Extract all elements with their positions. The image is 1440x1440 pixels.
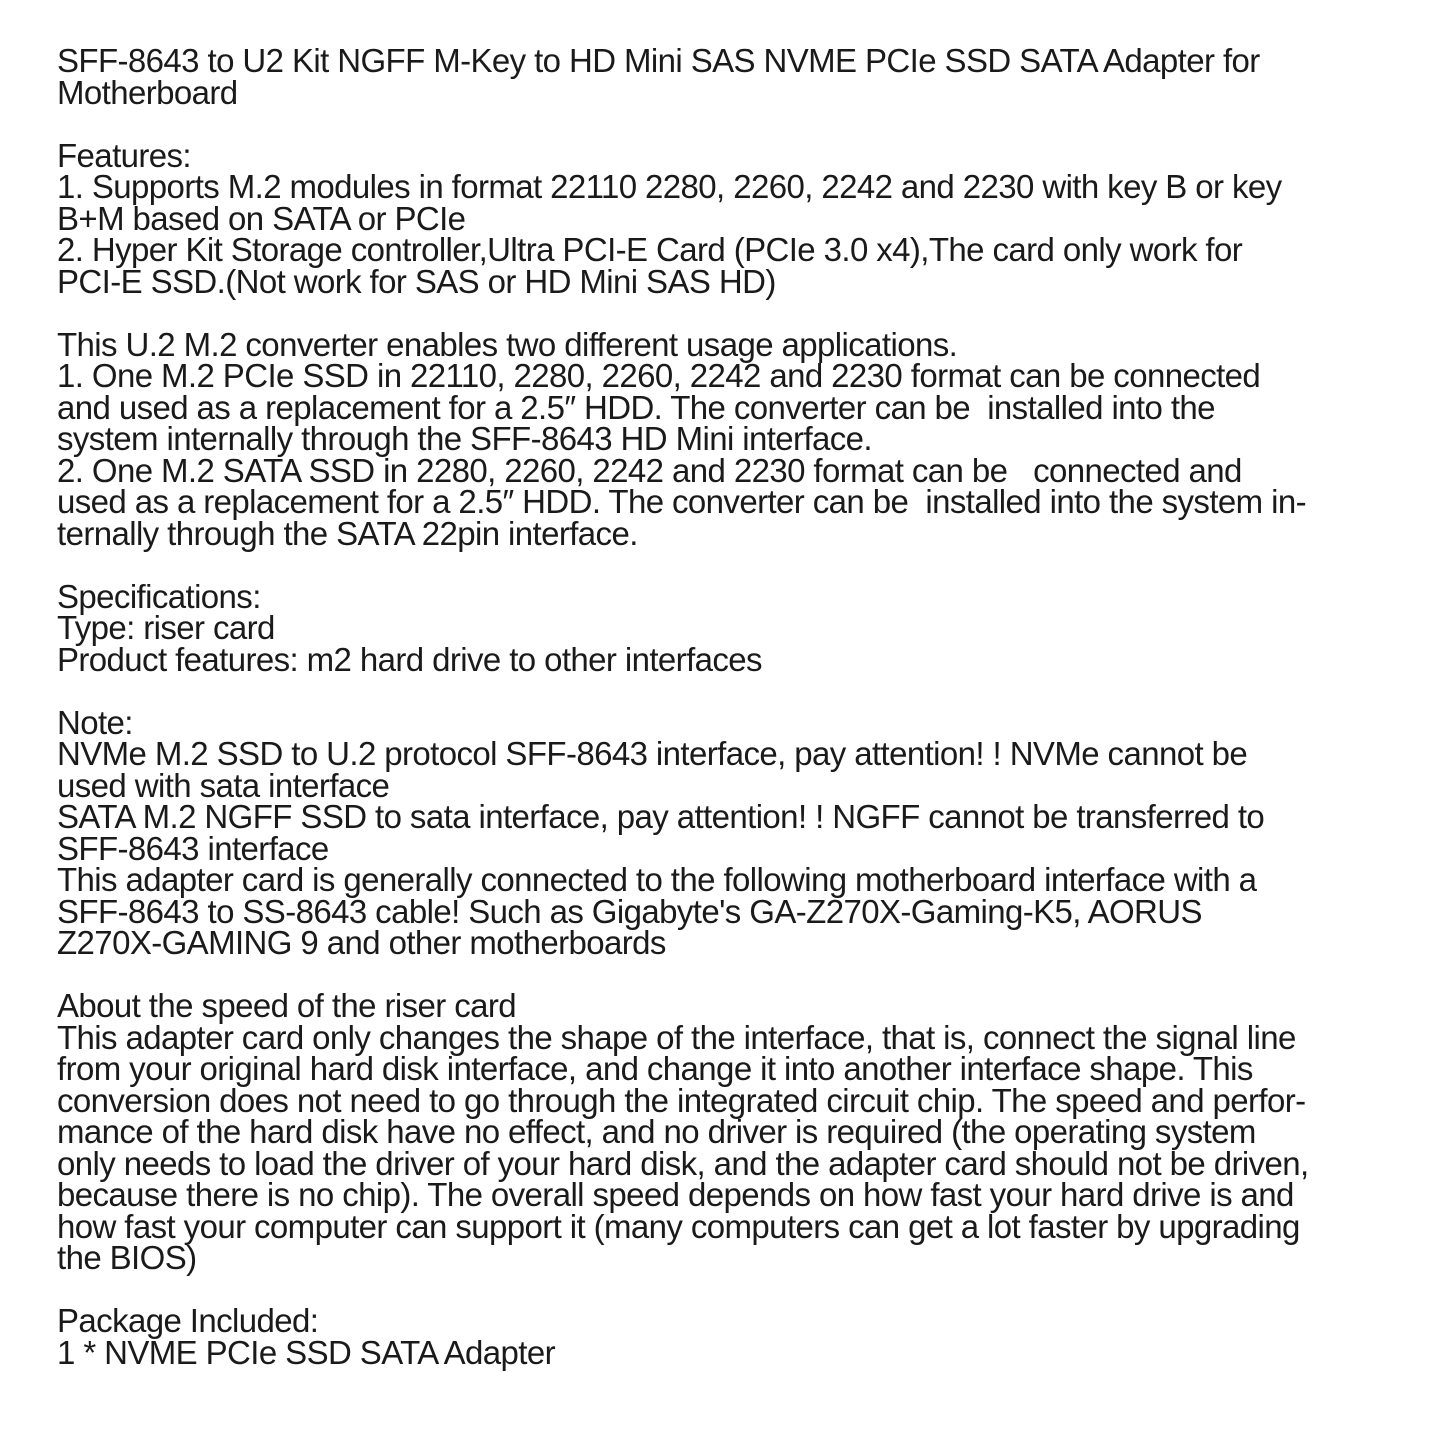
spacer bbox=[57, 297, 1387, 329]
usage-line: and used as a replacement for a 2.5″ HDD. The converter can be installed into the bbox=[57, 388, 1215, 426]
note-line: used with sata interface bbox=[57, 766, 390, 804]
note-heading: Note: bbox=[57, 703, 133, 741]
specifications-section bbox=[57, 577, 1387, 678]
note-section bbox=[57, 703, 1387, 961]
product-description bbox=[57, 42, 1387, 1371]
note-line: SFF-8643 interface bbox=[57, 829, 329, 867]
features-line: 2. Hyper Kit Storage controller,Ultra PCI-E Card (PCIe 3.0 x4),The card only work for bbox=[57, 231, 1243, 268]
spacer bbox=[57, 675, 1387, 707]
features-heading: Features: bbox=[57, 136, 191, 174]
features-line: 1. Supports M.2 modules in format 22110 2280, 2260, 2242 and 2230 with key B or key bbox=[57, 168, 1282, 205]
speed-line: conversion does not need to go through the integrated circuit chip. The speed and perfor- bbox=[57, 1081, 1306, 1119]
spacer bbox=[57, 1274, 1387, 1306]
speed-section bbox=[57, 987, 1387, 1276]
package-line: 1 * NVME PCIe SSD SATA Adapter bbox=[57, 1333, 555, 1371]
note-line: Z270X-GAMING 9 and other motherboards bbox=[57, 924, 666, 961]
speed-line: how fast your computer can support it (many computers can get a lot faster by upgrading bbox=[57, 1207, 1300, 1245]
package-section bbox=[57, 1302, 1387, 1371]
title-line: SFF-8643 to U2 Kit NGFF M-Key to HD Mini SAS NVME PCIe SSD SATA Adapter for bbox=[57, 42, 1260, 79]
package-heading: Package Included: bbox=[57, 1302, 319, 1339]
note-line: NVMe M.2 SSD to U.2 protocol SFF-8643 interface, pay attention! ! NVMe cannot be bbox=[57, 735, 1248, 772]
speed-line: the BIOS) bbox=[57, 1239, 197, 1276]
usage-line: 1. One M.2 PCIe SSD in 22110, 2280, 2260, 2242 and 2230 format can be connected bbox=[57, 357, 1261, 394]
speed-line: This adapter card only changes the shape of the interface, that is, connect the signal line bbox=[57, 1018, 1296, 1056]
note-line: SATA M.2 NGFF SSD to sata interface, pay attention! ! NGFF cannot be transferred to bbox=[57, 798, 1265, 835]
speed-line: only needs to load the driver of your hard disk, and the adapter card should not be driven, bbox=[57, 1144, 1309, 1182]
usage-line: This U.2 M.2 converter enables two different usage applications. bbox=[57, 325, 958, 363]
features-line: B+M based on SATA or PCIe bbox=[57, 199, 466, 237]
usage-line: used as a replacement for a 2.5″ HDD. The converter can be installed into the system in- bbox=[57, 483, 1306, 520]
spacer bbox=[57, 108, 1387, 140]
usage-line: 2. One M.2 SATA SSD in 2280, 2260, 2242 and 2230 format can be connected and bbox=[57, 451, 1242, 489]
usage-line: ternally through the SATA 22pin interface. bbox=[57, 514, 638, 552]
specifications-heading: Specifications: bbox=[57, 577, 261, 615]
speed-heading: About the speed of the riser card bbox=[57, 987, 516, 1024]
spacer bbox=[57, 549, 1387, 581]
specifications-line: Type: riser card bbox=[57, 609, 275, 646]
speed-line: from your original hard disk interface, and change it into another interface shape. This bbox=[57, 1050, 1253, 1087]
specifications-line: Product features: m2 hard drive to other interfaces bbox=[57, 640, 762, 678]
usage-section bbox=[57, 325, 1387, 552]
title-line: Motherboard bbox=[57, 73, 238, 111]
features-line: PCI-E SSD.(Not work for SAS or HD Mini SAS HD) bbox=[57, 262, 776, 300]
speed-line: because there is no chip). The overall speed depends on how fast your hard drive is and bbox=[57, 1176, 1294, 1213]
note-line: SFF-8643 to SS-8643 cable! Such as Gigabyte's GA-Z270X-Gaming-K5, AORUS bbox=[57, 892, 1202, 930]
product-title bbox=[57, 42, 1387, 111]
usage-line: system internally through the SFF-8643 HD Mini interface. bbox=[57, 420, 872, 457]
speed-line: mance of the hard disk have no effect, and no driver is required (the operating system bbox=[57, 1113, 1256, 1150]
note-line: This adapter card is generally connected to the following motherboard interface with a bbox=[57, 861, 1257, 898]
spacer bbox=[57, 959, 1387, 991]
features-section bbox=[57, 136, 1387, 300]
